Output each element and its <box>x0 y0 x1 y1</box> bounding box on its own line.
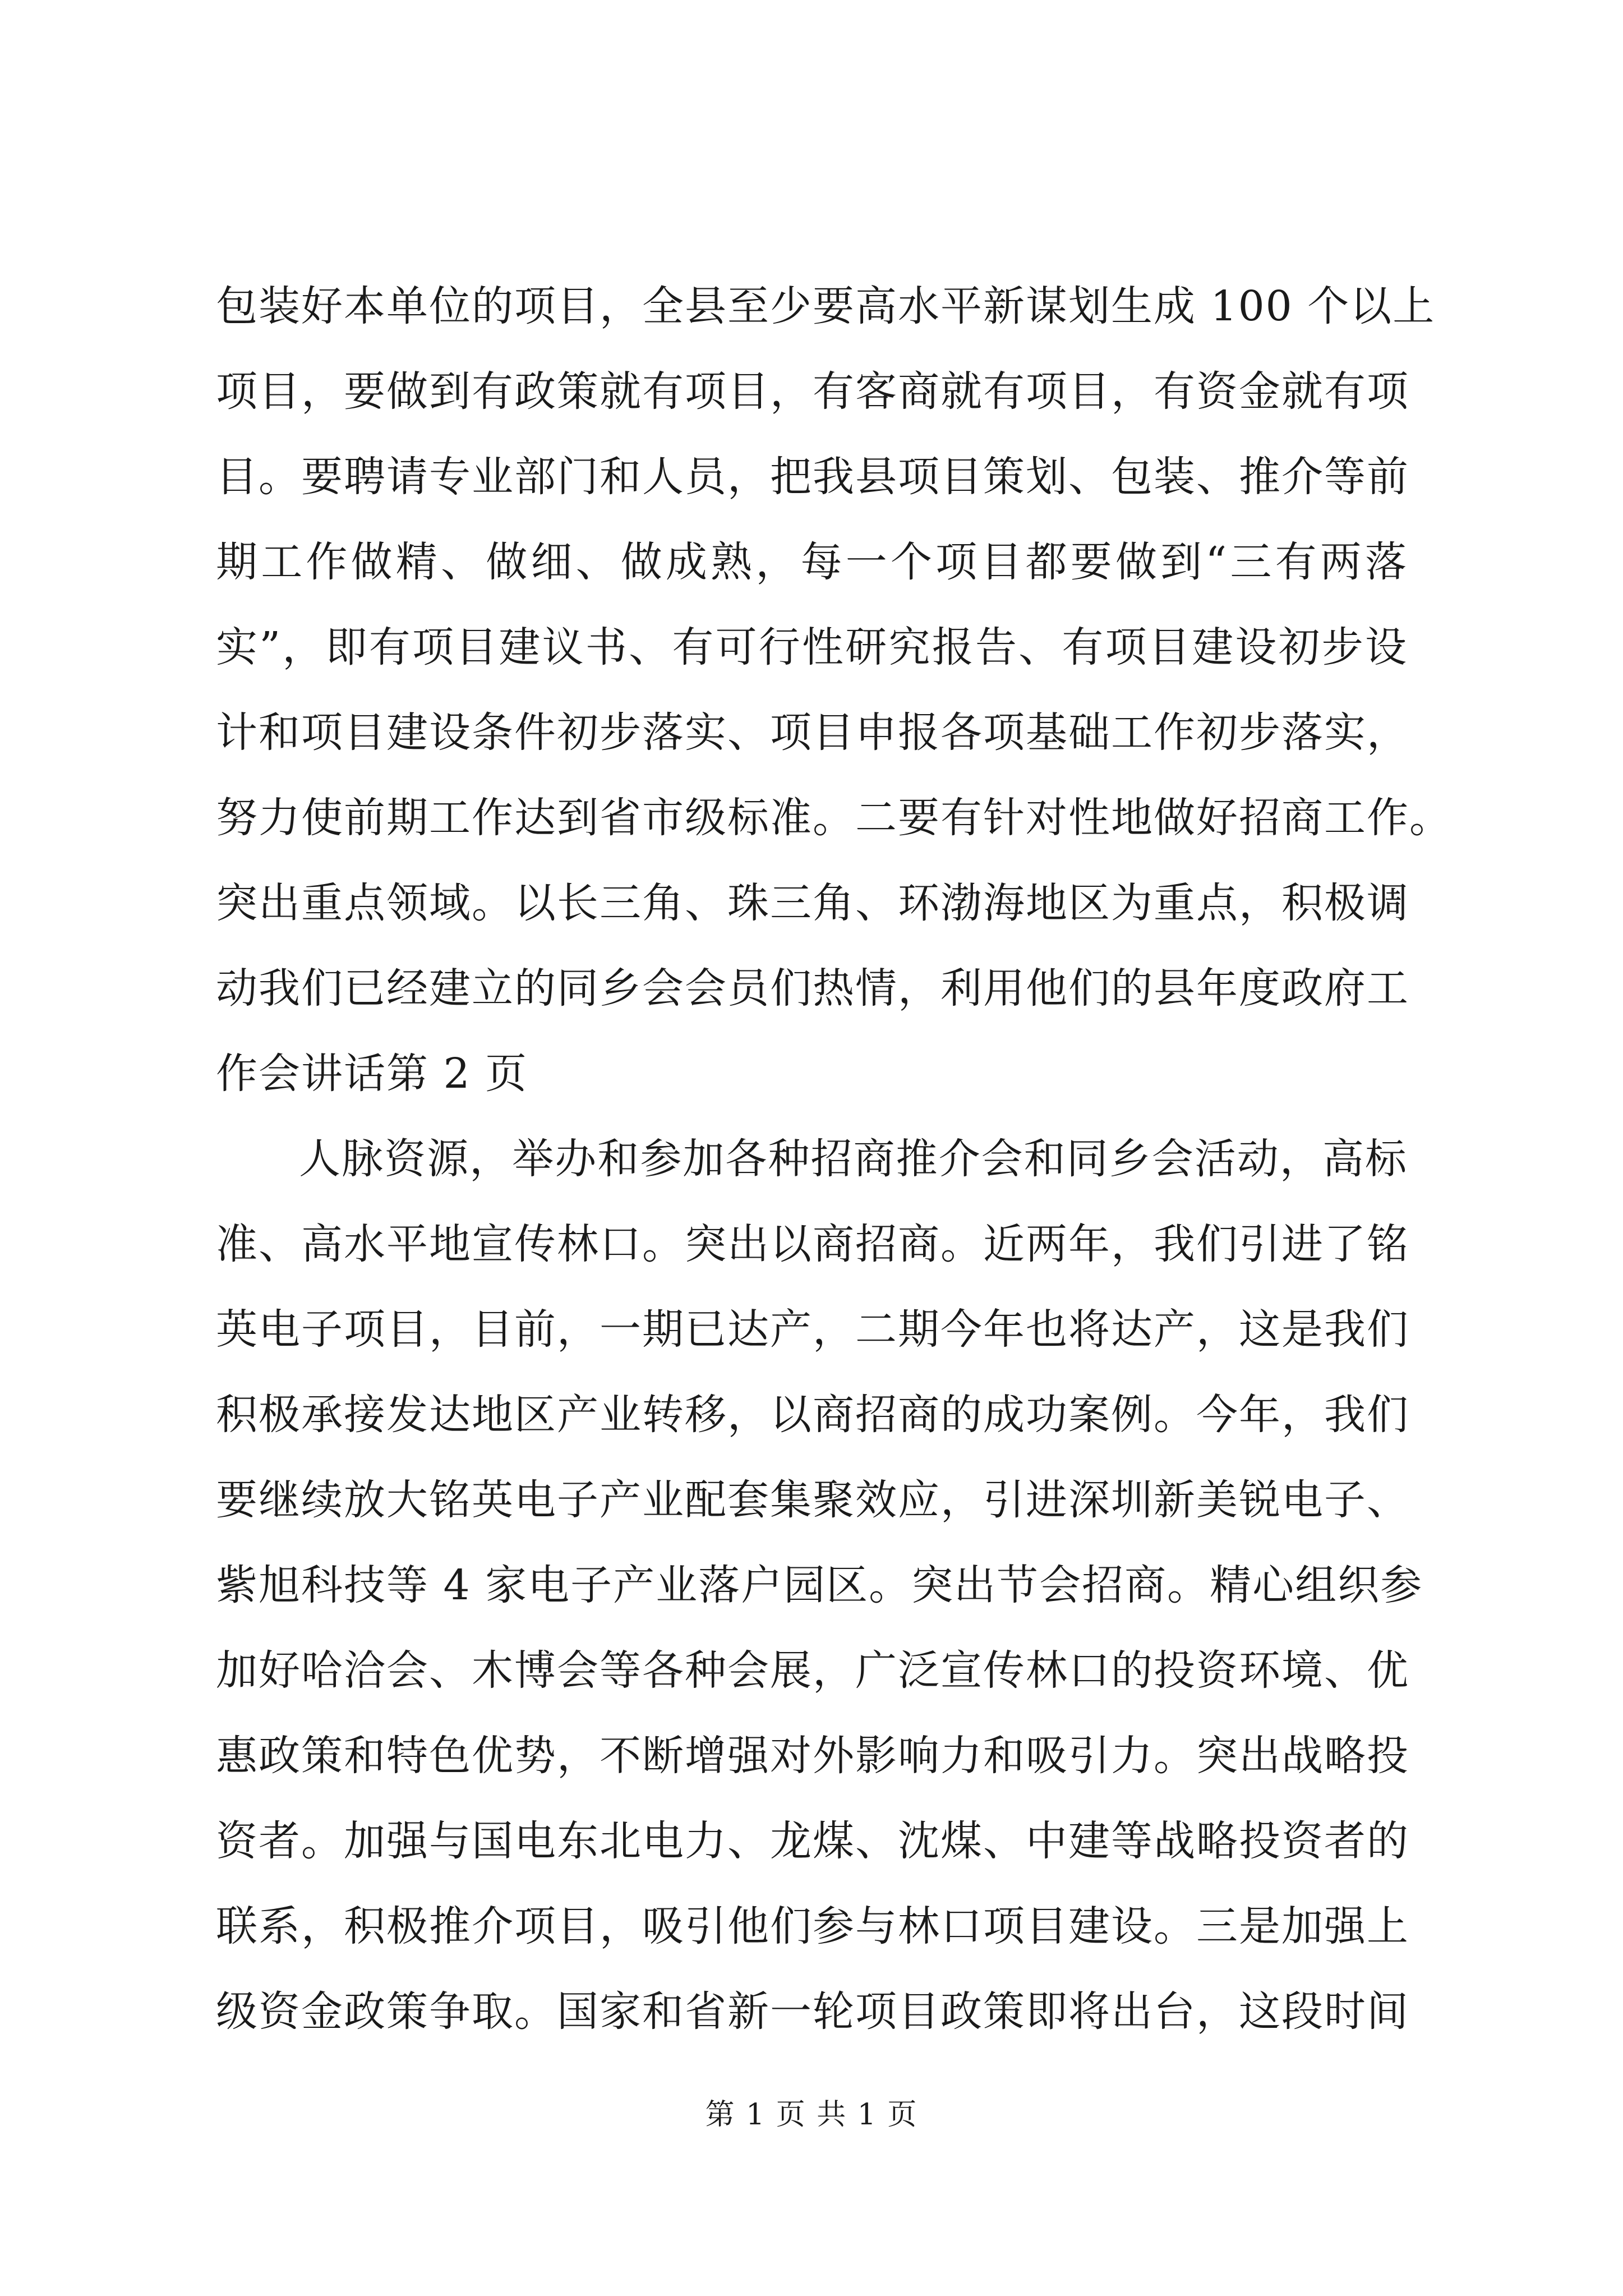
text-line: 联系，积极推介项目，吸引他们参与林口项目建设。三是加强上 <box>216 1902 1409 1950</box>
text-line: 计和项目建设条件初步落实、项目申报各项基础工作初步落实， <box>216 708 1409 757</box>
text-line: 目。要聘请专业部门和人员，把我县项目策划、包装、推介等前 <box>216 453 1409 501</box>
text-line: 积极承接发达地区产业转移，以商招商的成功案例。今年，我们 <box>216 1391 1409 1439</box>
text-line: 努力使前期工作达到省市级标准。二要有针对性地做好招商工作。 <box>216 794 1452 842</box>
text-line: 惠政策和特色优势，不断增强对外影响力和吸引力。突出战略投 <box>216 1732 1409 1780</box>
text-line: 动我们已经建立的同乡会会员们热情，利用他们的县年度政府工 <box>216 964 1409 1013</box>
paragraph-2 <box>216 1116 1423 2054</box>
text-line: 人脉资源，举办和参加各种招商推介会和同乡会活动，高标 <box>299 1135 1408 1183</box>
text-line: 加好哈洽会、木博会等各种会展，广泛宣传林口的投资环境、优 <box>216 1646 1409 1695</box>
text-line: 突出重点领域。以长三角、珠三角、环渤海地区为重点，积极调 <box>216 879 1409 927</box>
text-line: 资者。加强与国电东北电力、龙煤、沈煤、中建等战略投资者的 <box>216 1817 1409 1865</box>
text-line: 作会讲话第 2 页 <box>216 1050 528 1098</box>
body-text <box>216 264 1452 2054</box>
text-line: 英电子项目，目前，一期已达产，二期今年也将达产，这是我们 <box>216 1305 1409 1354</box>
page-footer: 第 1 页 共 1 页 <box>705 2098 918 2132</box>
paragraph-1 <box>216 264 1452 1116</box>
text-line: 包装好本单位的项目，全县至少要高水平新谋划生成 100 个以上 <box>216 282 1436 330</box>
text-line: 准、高水平地宣传林口。突出以商招商。近两年，我们引进了铭 <box>216 1220 1409 1268</box>
text-line: 项目，要做到有政策就有项目，有客商就有项目，有资金就有项 <box>216 367 1409 416</box>
text-line: 紫旭科技等 4 家电子产业落户园区。突出节会招商。精心组织参 <box>216 1561 1423 1609</box>
text-line: 要继续放大铭英电子产业配套集聚效应，引进深圳新美锐电子、 <box>216 1476 1409 1524</box>
text-line: 级资金政策争取。国家和省新一轮项目政策即将出台，这段时间 <box>216 1987 1409 2036</box>
text-line: 实”，即有项目建议书、有可行性研究报告、有项目建设初步设 <box>216 623 1408 671</box>
text-line: 期工作做精、做细、做成熟，每一个项目都要做到“三有两落 <box>216 538 1408 586</box>
